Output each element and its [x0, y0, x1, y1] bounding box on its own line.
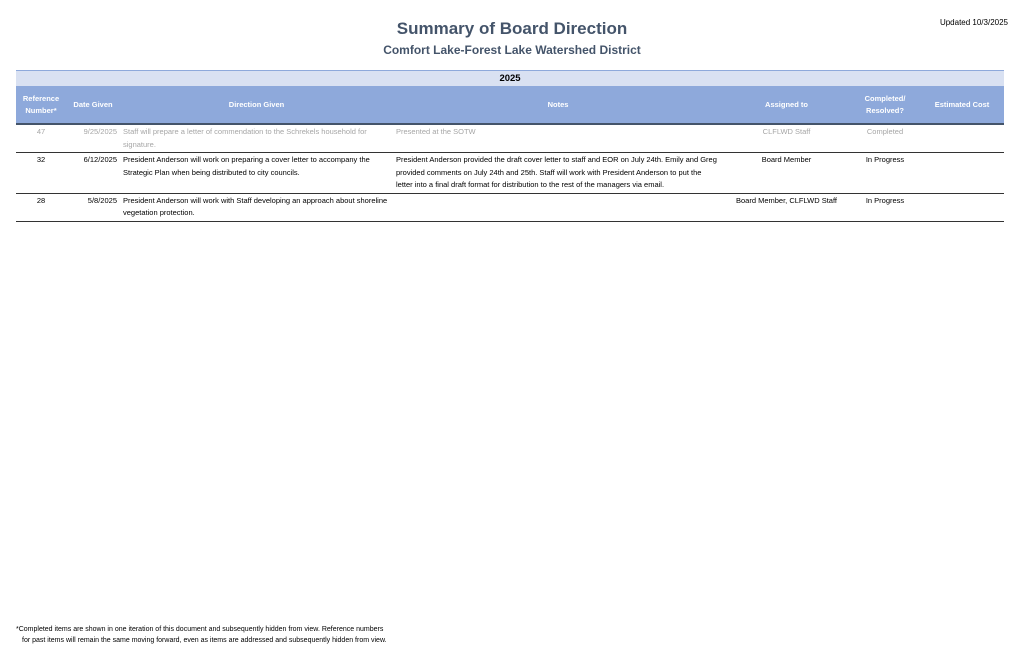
cell-direction: President Anderson will work on preparing a cover letter to accompany the Strategic Plan when being distributed to city councils.	[120, 153, 393, 194]
cell-status: Completed	[850, 124, 920, 153]
cell-assigned: Board Member, CLFLWD Staff	[723, 193, 850, 221]
footnote-line-1: *Completed items are shown in one iteration of this document and subsequently hidden from view. Reference numbers	[16, 626, 384, 633]
cell-direction: President Anderson will work with Staff developing an approach about shoreline vegetation protection.	[120, 193, 393, 221]
cell-reference: 47	[16, 124, 66, 153]
footnote-line-2: for past items will remain the same moving forward, even as items are addressed and subsequently hidden from view.	[22, 637, 387, 644]
updated-date: Updated 10/3/2025	[939, 18, 1008, 27]
cell-reference: 28	[16, 193, 66, 221]
page-subtitle: Comfort Lake-Forest Lake Watershed District	[383, 43, 641, 57]
table-row	[16, 193, 1004, 221]
footnote	[16, 624, 387, 646]
col-header-assigned: Assigned to	[723, 87, 850, 125]
year-label: 2025	[16, 71, 1004, 87]
cell-date: 5/8/2025	[66, 193, 120, 221]
col-header-date: Date Given	[66, 87, 120, 125]
cell-reference: 32	[16, 153, 66, 194]
cell-status: In Progress	[850, 153, 920, 194]
board-direction-table	[16, 70, 1004, 222]
table-row	[16, 124, 1004, 153]
col-header-status: Completed/ Resolved?	[850, 87, 920, 125]
cell-assigned: CLFLWD Staff	[723, 124, 850, 153]
cell-cost	[920, 193, 1004, 221]
cell-cost	[920, 153, 1004, 194]
cell-assigned: Board Member	[723, 153, 850, 194]
cell-date: 6/12/2025	[66, 153, 120, 194]
col-header-notes: Notes	[393, 87, 723, 125]
cell-direction: Staff will prepare a letter of commendation to the Schrekels household for signature.	[120, 124, 393, 153]
cell-cost	[920, 124, 1004, 153]
cell-status: In Progress	[850, 193, 920, 221]
col-header-reference: Reference Number*	[16, 87, 66, 125]
board-direction-table-container	[16, 70, 1004, 222]
col-header-direction: Direction Given	[120, 87, 393, 125]
column-header-row	[16, 87, 1004, 125]
table-row	[16, 153, 1004, 194]
col-header-cost: Estimated Cost	[920, 87, 1004, 125]
cell-notes: Presented at the SOTW	[393, 124, 723, 153]
cell-notes: President Anderson provided the draft cover letter to staff and EOR on July 24th. Emily and Greg provided comments on July 24th and 25th. Staff will work with President Anderson to put the letter into a final draft format for distribution to the rest of the managers via email.	[393, 153, 723, 194]
page-title: Summary of Board Direction	[396, 19, 628, 38]
cell-date: 9/25/2025	[66, 124, 120, 153]
year-row	[16, 71, 1004, 87]
cell-notes	[393, 193, 723, 221]
